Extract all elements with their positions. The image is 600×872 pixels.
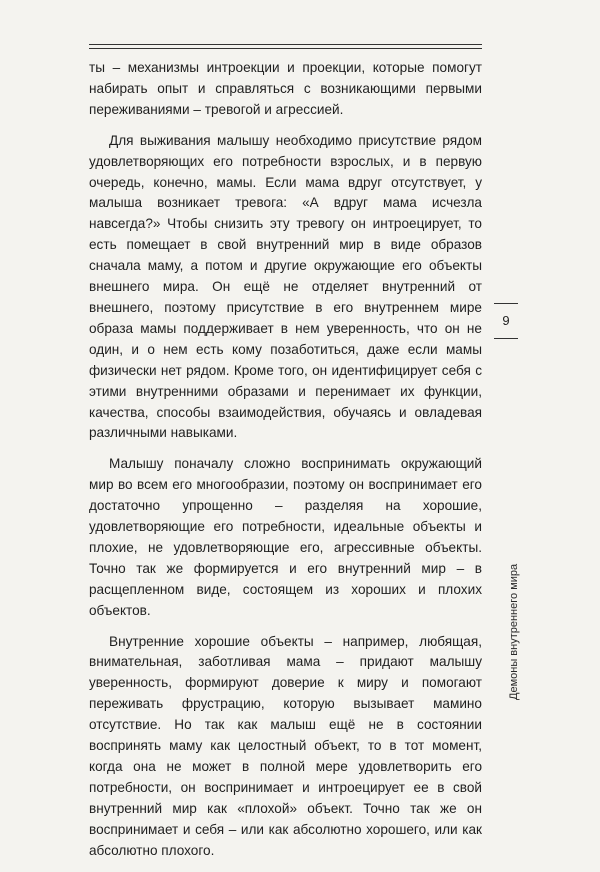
paragraph-4: Внутренние хорошие объекты – например, любящая, внимательная, заботливая мама – придают малышу уверенность, формируют доверие к миру и помогают переживать фрустрацию, которую вызывает мамино отсутствие. Но так как малыш ещё не в состоянии воспринять маму как целостный объект, то в тот момент, когда она не может в полной мере удовлетворить его потребности, он воспринимает и интроецирует ее в свой внутренний мир как «плохой» объект. Точно так же он воспринимает и себя – или как абсолютно хорошего, или как абсолютно плохого. bbox=[89, 633, 482, 858]
running-head: Демоны внутреннего мира bbox=[508, 563, 520, 700]
page-number: 9 bbox=[494, 303, 518, 339]
paragraph-2: Для выживания малышу необходимо присутствие рядом удовлетворяющих его потребности взрослых, и в первую очередь, конечно, мамы. Если мама вдруг отсутствует, у малыша возникает тревога: «А вдруг мама исчезла навсегда?» Чтобы снизить эту тревогу он интроецирует, то есть помещает в свой внутренний мир в виде образов сначала маму, а потом и другие окружающие его объекты внешнего мира. Он ещё не отделяет внутренний от внешнего, поэтому присутствие в его внутреннем мире образа мамы поддерживает в нем уверенность, что он не один, и о нем есть кому позаботиться, даже если мамы физически нет рядом. Кроме того, он идентифицирует себя с этими внутренними образами и перенимает их функции, качества, способы взаимодействия, обучаясь и овладевая различными навыками. bbox=[89, 132, 482, 441]
paragraph-3: Малышу поначалу сложно воспринимать окружающий мир во всем его многообразии, поэтому он воспринимает его достаточно упрощенно – разделяя на хорошие, удовлетворяющие его потребности, идеальные объекты и плохие, не удовлетворяющие его, агрессивные объекты. Точно так же формируется и его внутренний мир – в расщепленном виде, состоящем из хороших и плохих объектов. bbox=[89, 456, 482, 618]
paragraph-1: ты – механизмы интроекции и проекции, которые помогут набирать опыт и справляться с возникающими первыми переживаниями – тревогой и агрессией. bbox=[89, 60, 482, 117]
header-rule bbox=[89, 44, 482, 49]
